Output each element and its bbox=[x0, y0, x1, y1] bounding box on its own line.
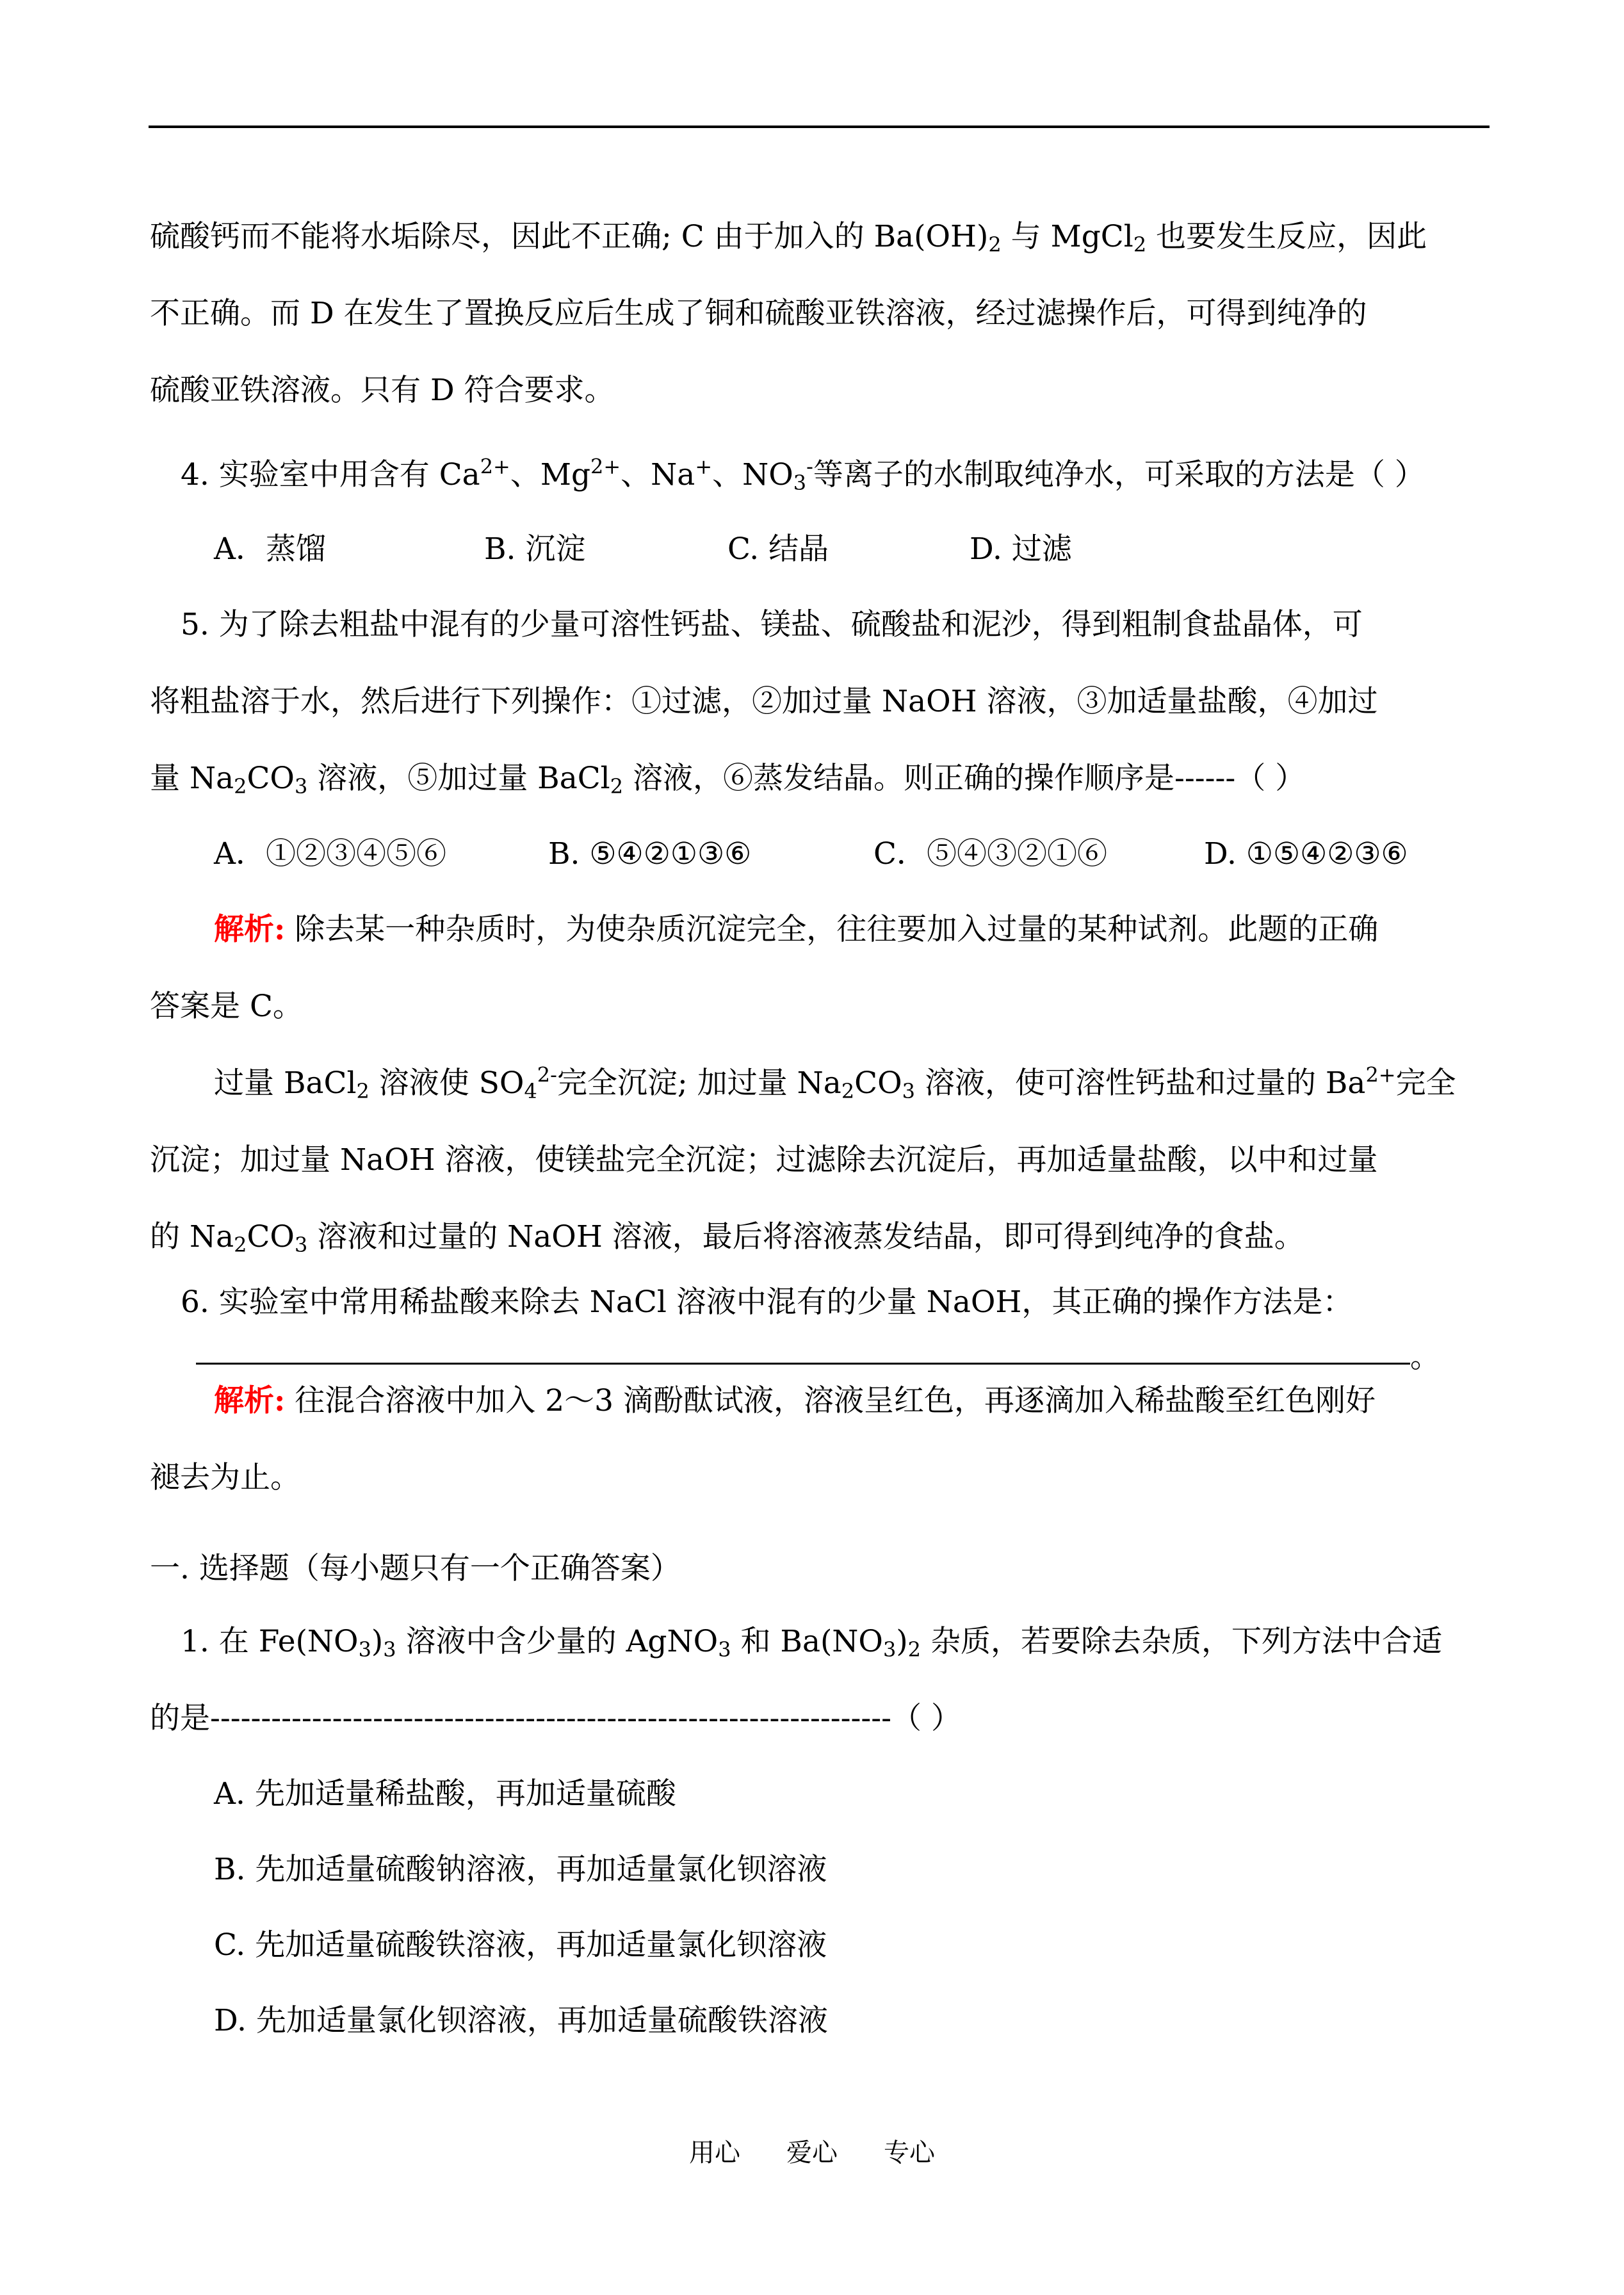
text-segment: 往混合溶液中加入 2～3 滴酚酞试液，溶液呈红色，再逐滴加入稀盐酸至红色刚好 bbox=[285, 1383, 1376, 1418]
section-question-1-line-1 bbox=[181, 1624, 1442, 1662]
text-segment: 完全沉淀; 加过量 Na bbox=[556, 1066, 841, 1101]
q5-option-b: B. ⑤④②①③⑥ bbox=[548, 836, 752, 872]
text-segment: 溶液，⑥蒸发结晶。则正确的操作顺序是------（ ） bbox=[623, 761, 1306, 796]
footer-word: 爱心 bbox=[786, 2138, 838, 2168]
subscript: 3 bbox=[718, 1637, 731, 1662]
text-segment: 、Na bbox=[621, 457, 695, 492]
text-segment: 溶液使 SO bbox=[369, 1066, 524, 1101]
text-segment: 溶液中含少量的 AgNO bbox=[396, 1624, 719, 1659]
q4-option-d: D. 过滤 bbox=[970, 531, 1072, 567]
subscript: 2 bbox=[1133, 232, 1147, 257]
question-4 bbox=[181, 454, 1425, 495]
s1-option-a: A. 先加适量稀盐酸，再加适量硫酸 bbox=[214, 1776, 676, 1812]
question-6: 6. 实验室中常用稀盐酸来除去 NaCl 溶液中混有的少量 NaOH，其正确的操作方法是： bbox=[181, 1285, 1353, 1320]
text-segment: 与 MgCl bbox=[1001, 219, 1133, 254]
text-segment: 和 Ba(NO bbox=[731, 1624, 883, 1659]
text-segment: 也要发生反应，因此 bbox=[1146, 219, 1427, 254]
subscript: 2 bbox=[234, 1232, 247, 1257]
explanation-5-line-1 bbox=[214, 1062, 1456, 1103]
analysis-label: 解析: bbox=[214, 1383, 286, 1418]
q5-option-d: D. ①⑤④②③⑥ bbox=[1204, 836, 1408, 872]
text-segment: 溶液，使可溶性钙盐和过量的 Ba bbox=[915, 1066, 1366, 1101]
s1-option-d: D. 先加适量氯化钡溶液，再加适量硫酸铁溶液 bbox=[214, 2003, 828, 2038]
text-segment: 除去某一种杂质时，为使杂质沉淀完全，往往要加入过量的某种试剂。此题的正确 bbox=[285, 912, 1379, 947]
text-segment: 完全 bbox=[1395, 1066, 1456, 1101]
subscript: 2 bbox=[610, 774, 624, 799]
subscript: 2 bbox=[234, 774, 247, 799]
analysis-6-line-2: 褪去为止。 bbox=[150, 1460, 300, 1495]
subscript: 3 bbox=[882, 1637, 897, 1662]
text-segment: ) bbox=[371, 1624, 384, 1659]
subscript: 3 bbox=[358, 1637, 371, 1662]
superscript: 2- bbox=[537, 1062, 557, 1087]
superscript: 2+ bbox=[590, 454, 621, 479]
question-5-line-3 bbox=[150, 761, 1306, 799]
q4-option-b: B. 沉淀 bbox=[484, 531, 586, 567]
text-segment: 溶液，⑤加过量 BaCl bbox=[307, 761, 610, 796]
text-segment: 4. 实验室中用含有 Ca bbox=[181, 457, 480, 492]
s1-option-c: C. 先加适量硫酸铁溶液，再加适量氯化钡溶液 bbox=[214, 1927, 827, 1963]
q5-option-c: C．⑤④③②①⑥ bbox=[873, 836, 1107, 872]
section-question-1-line-2: 的是-------------------------------------------------------------------（ ） bbox=[150, 1701, 961, 1736]
text-line-3: 硫酸亚铁溶液。只有 D 符合要求。 bbox=[150, 373, 615, 408]
subscript: 3 bbox=[793, 470, 807, 495]
text-segment: 溶液和过量的 NaOH 溶液，最后将溶液蒸发结晶，即可得到纯净的食盐。 bbox=[307, 1219, 1304, 1254]
q4-option-a: A．蒸馏 bbox=[214, 531, 326, 567]
subscript: 2 bbox=[841, 1078, 855, 1103]
text-segment: CO bbox=[247, 1219, 295, 1254]
text-segment: 硫酸钙而不能将水垢除尽，因此不正确; C 由于加入的 Ba(OH) bbox=[150, 219, 989, 254]
text-line-2: 不正确。而 D 在发生了置换反应后生成了铜和硫酸亚铁溶液，经过滤操作后，可得到纯净的 bbox=[150, 296, 1367, 331]
text-segment: 杂质，若要除去杂质，下列方法中合适 bbox=[921, 1624, 1442, 1659]
superscript: 2+ bbox=[480, 454, 510, 479]
question-5-line-2: 将粗盐溶于水，然后进行下列操作：①过滤，②加过量 NaOH 溶液，③加适量盐酸，④加过 bbox=[150, 684, 1378, 719]
s1-option-b: B. 先加适量硫酸钠溶液，再加适量氯化钡溶液 bbox=[214, 1852, 827, 1887]
text-segment: 量 Na bbox=[150, 761, 234, 796]
superscript: 2+ bbox=[1365, 1062, 1396, 1087]
subscript: 2 bbox=[356, 1078, 369, 1103]
analysis-label: 解析: bbox=[214, 912, 286, 947]
header-rule bbox=[149, 126, 1490, 128]
subscript: 3 bbox=[294, 1232, 308, 1257]
text-segment: 的 Na bbox=[150, 1219, 234, 1254]
q4-option-c: C. 结晶 bbox=[727, 531, 829, 567]
subscript: 2 bbox=[907, 1637, 921, 1662]
analysis-5-line-2: 答案是 C。 bbox=[150, 989, 303, 1024]
subscript: 3 bbox=[294, 774, 308, 799]
explanation-5-line-3 bbox=[150, 1219, 1304, 1257]
answer-blank-line bbox=[196, 1363, 1410, 1365]
subscript: 2 bbox=[988, 232, 1002, 257]
subscript: 3 bbox=[383, 1637, 396, 1662]
text-segment: CO bbox=[247, 761, 295, 796]
footer-word: 专心 bbox=[884, 2138, 935, 2168]
analysis-5-line-1 bbox=[214, 914, 1378, 945]
superscript: + bbox=[695, 454, 713, 479]
section-heading: 一. 选择题（每小题只有一个正确答案） bbox=[150, 1551, 681, 1586]
footer-word: 用心 bbox=[689, 2138, 740, 2168]
subscript: 4 bbox=[524, 1078, 537, 1103]
text-segment: 等离子的水制取纯净水，可采取的方法是（ ） bbox=[813, 457, 1425, 492]
text-segment: 、Mg bbox=[510, 457, 591, 492]
text-line-1 bbox=[150, 219, 1427, 257]
page-footer bbox=[0, 2140, 1624, 2166]
text-segment: 过量 BaCl bbox=[214, 1066, 357, 1101]
text-segment: 、NO bbox=[712, 457, 793, 492]
text-segment: 1. 在 Fe(NO bbox=[181, 1624, 359, 1659]
text-segment: CO bbox=[854, 1066, 902, 1101]
question-5-line-1: 5. 为了除去粗盐中混有的少量可溶性钙盐、镁盐、硫酸盐和泥沙，得到粗制食盐晶体，可 bbox=[181, 607, 1363, 642]
question-6-end: 。 bbox=[1410, 1340, 1440, 1375]
explanation-5-line-2: 沉淀；加过量 NaOH 溶液，使镁盐完全沉淀；过滤除去沉淀后，再加适量盐酸，以中和过量 bbox=[150, 1142, 1378, 1178]
superscript: - bbox=[806, 454, 813, 479]
text-segment: ) bbox=[896, 1624, 908, 1659]
q5-option-a: A．①②③④⑤⑥ bbox=[214, 836, 446, 872]
analysis-6-line-1 bbox=[214, 1383, 1376, 1418]
subscript: 3 bbox=[902, 1078, 915, 1103]
